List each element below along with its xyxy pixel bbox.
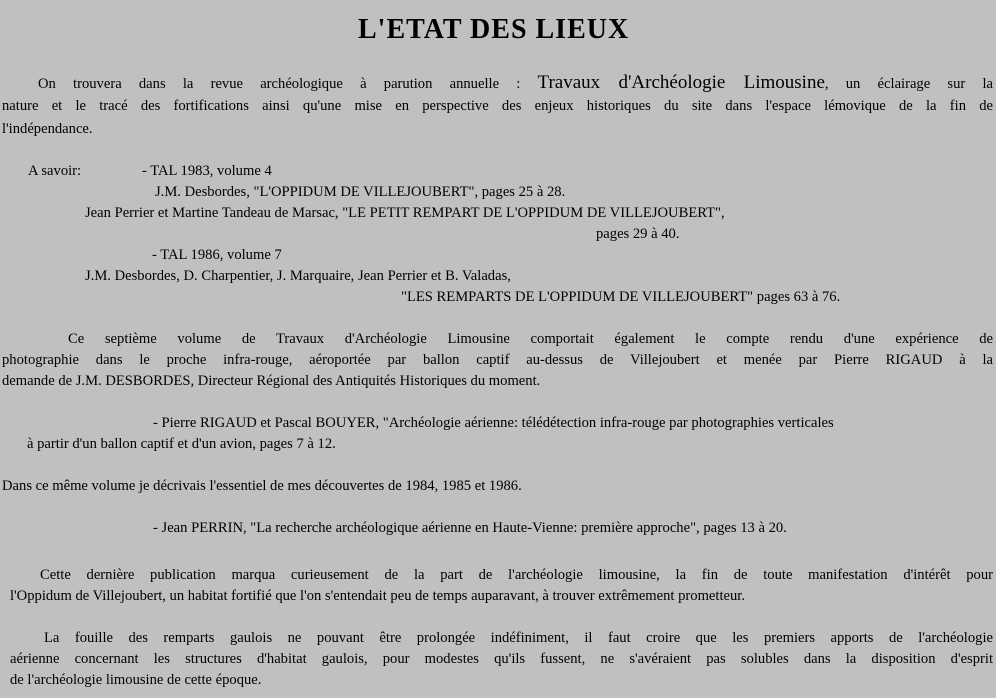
reference-perrier-pages: pages 29 à 40. [596,226,680,242]
intro-line-1-start: On trouvera dans la revue archéologique à parution annuelle : [38,76,538,92]
asavoir-label: A savoir: [28,163,82,179]
intro-line-3: l'indépendance. [2,121,93,137]
intro-line-2: nature et le tracé des fortifications ainsi qu'une mise en perspective des enjeux historiques du site dans l'espace lémovique de la fin de [2,98,993,114]
journal-title: Travaux d'Archéologie Limousine [537,72,825,93]
perrin-reference: - Jean PERRIN, "La recherche archéologique aérienne en Haute-Vienne: première approche", pages 13 à 20. [153,520,787,536]
intro-line-1-end: , un éclairage sur la [824,76,994,92]
reference-perrier-tandeau: Jean Perrier et Martine Tandeau de Marsac, "LE PETIT REMPART DE L'OPPIDUM DE VILLEJOUBERT", [85,205,725,221]
reference-authors-1986: J.M. Desbordes, D. Charpentier, J. Marquaire, Jean Perrier et B. Valadas, [85,268,511,284]
reference-desbordes-1983: J.M. Desbordes, "L'OPPIDUM DE VILLEJOUBERT", pages 25 à 28. [155,184,566,200]
rigaud-line-1: - Pierre RIGAUD et Pascal BOUYER, "Archéologie aérienne: télédétection infra-rouge par photographies verticales [153,415,834,431]
rigaud-line-2: à partir d'un ballon captif et d'un avion, pages 7 à 12. [27,436,336,452]
fouille-line-3: de l'archéologie limousine de cette époque. [10,672,262,688]
fouille-line-1: La fouille des remparts gaulois ne pouvant être prolongée indéfiniment, il faut croire que les premiers apports de l'archéologie [44,630,993,646]
intro-line-1 [38,72,993,95]
reference-tal-1986: - TAL 1986, volume 7 [152,247,282,263]
derniere-line-1: Cette dernière publication marqua curieusement de la part de l'archéologie limousine, la fin de toute manifestation d'intérêt pour [40,567,993,583]
reference-remparts: "LES REMPARTS DE L'OPPIDUM DE VILLEJOUBERT" pages 63 à 76. [401,289,841,305]
septieme-line-2: photographie dans le proche infra-rouge, aéroportée par ballon captif au-dessus de Villejoubert et menée par Pierre RIGAUD à la [2,352,993,368]
fouille-line-2: aérienne concernant les structures d'habitat gaulois, pour modestes qu'ils fussent, ne s'avéraient pas solubles dans la disposition d'esprit [10,651,993,667]
meme-volume-text: Dans ce même volume je décrivais l'essentiel de mes découvertes de 1984, 1985 et 1986. [2,478,522,494]
page-title: L'ETAT DES LIEUX [358,14,630,45]
septieme-line-1: Ce septième volume de Travaux d'Archéologie Limousine comportait également le compte rendu d'une expérience de [68,331,993,347]
derniere-line-2: l'Oppidum de Villejoubert, un habitat fortifié que l'on s'entendait peu de temps auparavant, à trouver extrêmement prometteur. [10,588,745,604]
septieme-line-3: demande de J.M. DESBORDES, Directeur Régional des Antiquités Historiques du moment. [2,373,541,389]
reference-tal-1983: - TAL 1983, volume 4 [142,163,272,179]
